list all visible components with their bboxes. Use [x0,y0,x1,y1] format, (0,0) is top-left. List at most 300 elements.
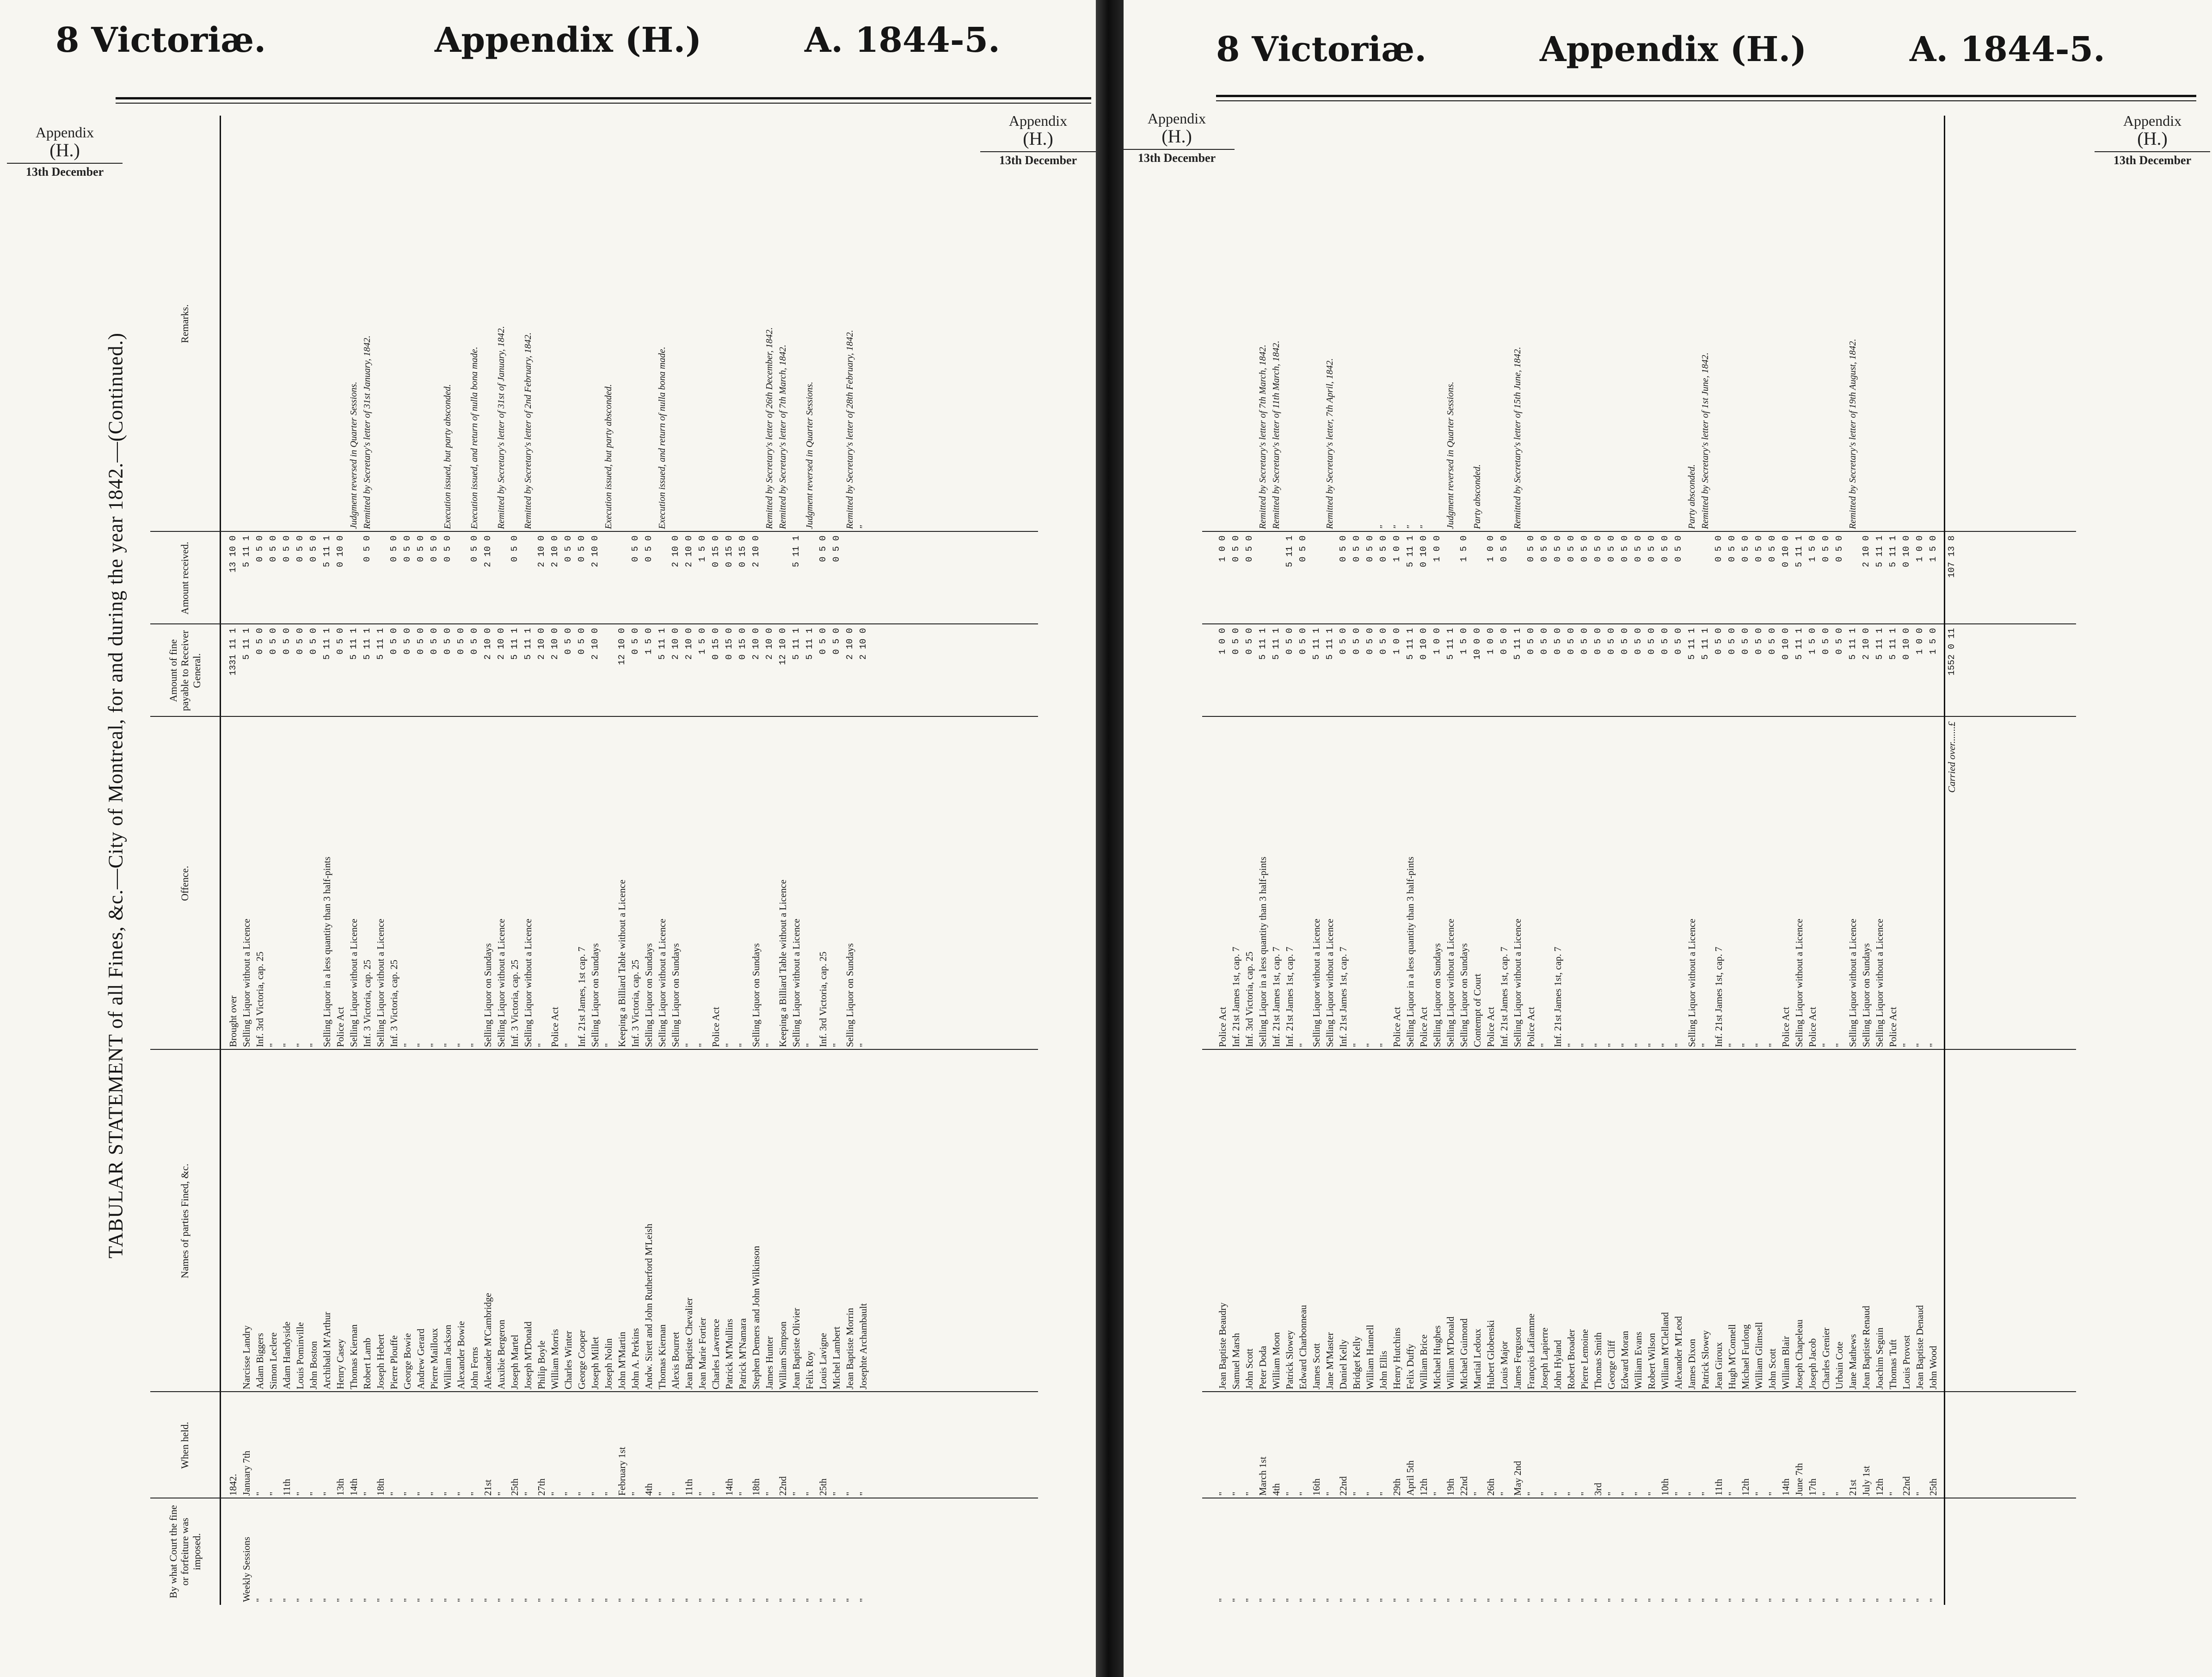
when-cell: 11th [1713,1479,1724,1496]
payable-cell: 0 5 0 [563,628,573,655]
payable-cell: 5 11 1 [657,628,667,660]
when-cell: 11th [683,1479,694,1496]
received-cell [763,532,776,624]
table-row [817,116,830,1605]
payable-cell: 0 5 0 [1526,628,1536,655]
offence-cell: " [1901,1043,1912,1047]
payable-cell: 1 5 0 [644,628,654,655]
court-cell: " [1297,1598,1309,1602]
when-cell: 21st [1847,1479,1858,1496]
payable-cell: 5 11 1 [805,628,815,660]
court-cell: " [1512,1598,1523,1602]
remark-cell [1632,116,1645,532]
table-row [1283,116,1296,1605]
when-cell: 22nd [1901,1476,1912,1496]
offence-cell: Police Act [1807,1007,1818,1047]
offence-cell: Selling Liquor without a Licence [1874,919,1885,1047]
when-cell: 4th [643,1483,654,1496]
when-cell: " [1834,1492,1845,1496]
name-cell: Pierre Lemoine [1579,1329,1590,1389]
court-cell: " [1364,1598,1376,1602]
offence-cell: " [1834,1043,1845,1047]
received-cell: 0 5 0 [1338,536,1348,562]
court-cell: " [1378,1598,1389,1602]
court-cell: " [1244,1598,1255,1602]
table-row [1565,116,1578,1605]
court-cell: " [1686,1598,1697,1602]
offence-cell: " [724,1043,735,1047]
table-row [682,116,696,1605]
payable-cell: 2 10 0 [496,628,506,660]
when-cell: 1842. [227,1474,239,1496]
remark-cell [1873,116,1886,532]
remark-cell [629,116,642,532]
received-cell: 1 0 0 [1217,536,1228,562]
offence-cell: Inf. 21st James 1st, cap. 7 [1271,947,1282,1047]
court-cell: " [1901,1598,1912,1602]
remark-cell: " [1405,525,1415,529]
payable-cell: 2 10 0 [684,628,694,660]
offence-cell: " [1351,1043,1362,1047]
when-cell: " [831,1492,842,1496]
payable-cell: 0 5 0 [1499,628,1509,655]
payable-cell: 0 5 0 [1660,628,1670,655]
table-row [280,116,294,1605]
when-cell: " [442,1492,453,1496]
payable-cell: 0 5 0 [389,628,399,655]
name-cell: Jean Baptiste Renaud [1861,1306,1872,1389]
remark-cell [615,116,629,532]
remark-cell: Execution issued, but party absconded. [442,384,453,529]
offence-cell: " [1820,1043,1831,1047]
received-cell: 0 5 0 [831,536,842,562]
offence-cell: " [1700,1043,1711,1047]
court-cell: " [657,1598,668,1602]
name-cell: John M'Martin [616,1332,627,1389]
received-cell: 0 5 0 [429,536,439,562]
table-row [1243,116,1256,1605]
when-cell: " [697,1492,708,1496]
when-cell: " [710,1492,721,1496]
remark-cell [750,116,763,532]
when-cell: 25th [509,1478,520,1496]
table-row [334,116,347,1605]
table-row [1846,116,1860,1605]
when-cell: " [1284,1492,1295,1496]
table-row [1659,116,1672,1605]
table-row [307,116,320,1605]
when-cell: 14th [1780,1478,1791,1496]
when-cell: " [844,1492,855,1496]
payable-cell: 1 0 0 [1217,628,1228,655]
court-cell: " [1405,1598,1416,1602]
payable-cell: 0 5 0 [1633,628,1643,655]
received-cell: 0 5 0 [1834,536,1844,562]
court-cell: " [1217,1598,1228,1602]
remark-cell: " [858,525,868,529]
when-cell: " [1217,1492,1228,1496]
received-cell [615,532,629,624]
name-cell: Joseph Jacob [1807,1338,1818,1389]
remark-cell [709,116,723,532]
offence-cell: Selling Liquor without a Licence [1686,919,1697,1047]
col-payable: Amount of fine payable to Receiver General. [167,630,203,711]
header-session: 8 Victoriæ. [1216,30,1427,69]
remark-cell: Remitted by Secretary's letter of 28th February, 1842. [845,330,855,529]
name-cell: Joseph Lapierre [1539,1327,1550,1389]
name-cell: Patrick Slowey [1700,1330,1711,1389]
when-cell: " [1472,1492,1483,1496]
offence-cell: " [563,1043,574,1047]
name-cell: Jean Giroux [1713,1342,1724,1389]
payable-cell: 1 5 0 [697,628,707,655]
payable-cell: 0 5 0 [1244,628,1254,655]
table-row [1310,116,1323,1605]
name-cell: Adam Handyside [281,1321,292,1389]
received-cell: 0 5 0 [1714,536,1724,562]
payable-cell: 12 10 0 [617,628,627,665]
offence-cell: Selling Liquor without a Licence [1445,919,1456,1047]
name-cell [227,1050,240,1392]
received-cell: 2 10 0 [684,536,694,567]
court-cell: " [496,1598,507,1602]
when-cell: 13th [335,1478,346,1496]
payable-cell: 5 11 1 [1512,628,1523,660]
when-cell: 25th [1928,1478,1939,1496]
court-cell: " [1633,1598,1644,1602]
offence-cell: Police Act [549,1007,560,1047]
received-cell: 0 5 0 [362,536,372,562]
when-cell: " [1700,1492,1711,1496]
payable-cell: 0 5 0 [1284,628,1295,655]
fines-table-right [1202,116,2076,1605]
offence-cell: " [1539,1043,1550,1047]
table-row [1913,116,1927,1605]
margin-date: 13th December [7,163,123,178]
when-cell: " [308,1492,319,1496]
court-cell: " [1847,1598,1858,1602]
received-cell [374,532,387,624]
name-cell: Robert Lamb [362,1338,373,1389]
received-cell: 2 10 0 [670,536,681,567]
table-row [1752,116,1766,1605]
when-cell: 22nd [777,1476,788,1496]
received-cell: 0 5 0 [268,536,278,562]
name-cell: Joseph M'Donald [522,1321,534,1389]
table-row [1270,116,1283,1605]
table-row [1390,116,1404,1605]
when-cell: " [1619,1492,1630,1496]
table-row [347,116,361,1605]
received-cell: 1 0 0 [1486,536,1496,562]
offence-cell: " [1753,1043,1764,1047]
offence-cell: Inf. 21st James 1st, cap. 7 [1338,947,1349,1047]
offence-cell: " [1606,1043,1617,1047]
name-cell: George Bowie [402,1333,413,1389]
name-cell: Jane M'Master [1324,1332,1335,1389]
margin-title: Appendix [2123,112,2182,129]
name-cell: John Ellis [1378,1350,1389,1389]
payable-cell: 0 5 0 [255,628,265,655]
offence-cell: Selling Liquor on Sundays [844,943,855,1047]
payable-cell: 5 11 1 [322,628,332,660]
remark-cell: Remitted by Secretary's letter of 26th December, 1842. [764,327,774,529]
payable-cell: 0 5 0 [308,628,319,655]
when-cell: " [268,1492,279,1496]
offence-cell: " [1767,1043,1778,1047]
table-row [1699,116,1712,1605]
when-cell: " [1566,1492,1577,1496]
table-title: TABULAR STATEMENT of all Fines, &c.—City of Montreal, for and during the year 1842.—(Continued.) [104,333,127,1258]
received-cell: 2 10 0 [1861,536,1871,567]
court-cell: " [1780,1598,1791,1602]
remark-cell [428,116,441,532]
remark-cell [548,116,562,532]
name-cell: Joseph Chapeleau [1794,1319,1805,1389]
name-cell: William Evans [1633,1332,1644,1389]
payable-cell: 5 11 1 [362,628,372,660]
total-label: Carried over.......£ [1946,721,1957,793]
when-cell: " [737,1492,748,1496]
payable-cell: 0 5 0 [282,628,292,655]
name-cell: John Wood [1928,1345,1939,1389]
received-cell: 0 5 0 [308,536,319,562]
offence-cell: Inf. 3 Victoria, cap. 25 [630,959,641,1047]
remark-cell [508,116,522,532]
when-cell: " [804,1492,815,1496]
payable-cell: 1 5 0 [1928,628,1938,655]
remark-cell [642,116,656,532]
offence-cell: " [1646,1043,1657,1047]
total-payable: 1552 0 11 [1947,628,1957,676]
payable-cell: 12 10 0 [778,628,788,665]
received-cell: 1 5 0 [697,536,707,562]
when-cell: 21st [482,1479,493,1496]
court-cell: " [777,1598,788,1602]
payable-cell: 0 5 0 [1579,628,1590,655]
col-offence: Offence. [179,866,191,901]
remark-cell [334,116,347,532]
payable-cell: 0 5 0 [1338,628,1348,655]
offence-cell: Selling Liquor on Sundays [1432,943,1443,1047]
court-cell: " [1673,1598,1684,1602]
when-cell: " [469,1492,480,1496]
payable-cell: 1 0 0 [1432,628,1442,655]
offence-cell: Selling Liquor without a Licence [241,919,252,1047]
offence-cell: Inf. 21st James 1st, cap. 7 [1713,947,1724,1047]
offence-cell: " [268,1043,279,1047]
when-cell: " [590,1492,601,1496]
court-cell: " [643,1598,654,1602]
offence-cell: Inf. 3 Victoria, cap. 25 [362,959,373,1047]
name-cell: Louis Lavigne [817,1333,829,1389]
payable-cell: 0 5 0 [577,628,587,655]
remark-cell [1766,116,1779,532]
table-row [843,116,857,1605]
court-cell: " [1807,1598,1818,1602]
name-cell: François Lafiamme [1525,1313,1536,1389]
name-cell: George Cliff [1606,1340,1617,1389]
remark-cell: Remitted by Secretary's letter of 2nd February, 1842. [523,332,533,529]
offence-cell: " [536,1043,547,1047]
name-cell: Joseph Martel [509,1334,520,1389]
remark-cell [320,116,334,532]
remark-cell [1645,116,1659,532]
remark-cell [1913,116,1927,532]
name-cell: John A. Perkins [630,1328,641,1389]
court-cell: " [1432,1598,1443,1602]
received-cell: 0 5 0 [1244,536,1254,562]
offence-cell: Inf. 3 Victoria, cap. 25 [509,959,520,1047]
remark-cell [1229,116,1243,532]
when-cell: " [402,1492,413,1496]
table-row [629,116,642,1605]
offence-cell: Inf. 3 Victoria, cap. 25 [388,959,399,1047]
table-row [1524,116,1538,1605]
received-cell: 0 5 0 [469,536,479,562]
court-cell: " [1324,1598,1335,1602]
received-cell: 0 10 0 [1419,536,1429,567]
received-cell [1471,532,1484,624]
name-cell: Joseph Millet [590,1337,601,1389]
payable-cell: 5 11 1 [1258,628,1268,660]
table-row [253,116,267,1605]
name-cell: Hugh M'Connell [1727,1324,1738,1389]
payable-cell: 0 5 0 [1365,628,1375,655]
remark-cell [1672,116,1685,532]
court-cell: " [536,1598,547,1602]
table-row [1256,116,1270,1605]
court-cell: " [1230,1598,1241,1602]
court-cell: " [844,1598,855,1602]
received-cell: 0 5 0 [1821,536,1831,562]
remark-cell [1578,116,1591,532]
offence-cell: Police Act [1485,1007,1496,1047]
table-row [481,116,495,1605]
name-cell: Robert Broader [1566,1329,1577,1389]
table-row [1323,116,1337,1605]
when-cell: " [791,1492,802,1496]
offence-cell: " [804,1043,815,1047]
court-cell: " [1391,1598,1402,1602]
fines-table-left [150,116,1038,1605]
offence-cell: Selling Liquor without a Licence [1847,919,1858,1047]
name-cell: John Scott [1244,1348,1255,1389]
court-cell: " [549,1598,560,1602]
remark-cell [1296,116,1310,532]
table-row [1484,116,1498,1605]
when-cell: " [1820,1492,1831,1496]
table-row [294,116,307,1605]
court-cell: " [817,1598,829,1602]
book-spine [1096,0,1124,1677]
received-cell [1699,532,1712,624]
court-cell: " [563,1598,574,1602]
offence-cell: Keeping a Billiard Table without a Licence [616,879,627,1047]
offence-cell: " [1566,1043,1577,1047]
name-cell: Louis Pominville [295,1322,306,1389]
payable-cell: 5 11 1 [1445,628,1456,660]
received-cell: 0 15 0 [711,536,721,567]
court-cell: " [791,1598,802,1602]
payable-cell: 0 5 0 [1673,628,1684,655]
name-cell: Michael Guimond [1458,1318,1469,1389]
when-cell: 16th [1311,1478,1322,1496]
court-cell: " [1753,1598,1764,1602]
when-cell: 14th [724,1478,735,1496]
when-cell: " [1727,1492,1738,1496]
total-row [1944,116,1959,1605]
remark-cell [1310,116,1323,532]
payable-cell: 1 5 0 [1807,628,1818,655]
payable-cell: 2 10 0 [751,628,761,660]
payable-cell: 0 5 0 [416,628,426,655]
when-cell: June 7th [1794,1463,1805,1496]
payable-cell: 0 5 0 [630,628,640,655]
payable-cell: 10 0 0 [1472,628,1482,660]
received-cell: 0 5 0 [1566,536,1576,562]
offence-cell: " [442,1043,453,1047]
remark-cell: Judgment reversed in Quarter Sessions. [1445,382,1456,529]
when-cell: " [1633,1492,1644,1496]
table-row [1819,116,1833,1605]
margin-date: 13th December [2095,151,2210,166]
when-cell: " [496,1492,507,1496]
offence-cell: Selling Liquor without a Licence [348,919,359,1047]
table-row [1886,116,1900,1605]
received-cell: 0 5 0 [255,536,265,562]
payable-cell: 2 10 0 [858,628,868,660]
offence-cell: Police Act [335,1007,346,1047]
name-cell: Pierre Mailloux [429,1328,440,1389]
name-cell: Jean Baptiste Olivier [791,1307,802,1389]
remark-cell [455,116,468,532]
court-cell: " [1713,1598,1724,1602]
col-court: By what Court the fine or forfeiture was imposed. [167,1505,203,1598]
when-cell: " [764,1492,775,1496]
when-cell: " [254,1492,265,1496]
court-cell: " [750,1598,762,1602]
table-row [535,116,548,1605]
table-row [1431,116,1444,1605]
offence-cell: Police Act [1887,1007,1899,1047]
received-cell: 0 15 0 [737,536,748,567]
offence-cell: " [402,1043,413,1047]
table-row [1498,116,1511,1605]
table-row [723,116,736,1605]
margin-note-right [2095,113,2210,166]
received-cell: 0 5 0 [389,536,399,562]
when-cell: " [455,1492,467,1496]
offence-cell: Selling Liquor in a less quantity than 3 half-pints [321,857,332,1047]
payable-cell: 5 11 1 [510,628,520,660]
table-row [602,116,615,1605]
remark-cell: " [1392,525,1402,529]
name-cell: Michael Hughes [1432,1325,1443,1389]
payable-cell: 0 5 0 [1553,628,1563,655]
payable-cell: 5 11 1 [1325,628,1335,660]
table-row [696,116,709,1605]
payable-cell: 0 5 0 [1754,628,1764,655]
remark-cell: Party absconded. [1687,464,1697,529]
received-cell: 0 5 0 [1526,536,1536,562]
name-cell: Stephen Demers and John Wilkinson [750,1245,762,1389]
when-cell: 10th [1659,1478,1671,1496]
table-row [1900,116,1913,1605]
received-cell [347,532,361,624]
offence-cell: Selling Liquor on Sundays [482,943,493,1047]
when-cell: " [1244,1492,1255,1496]
